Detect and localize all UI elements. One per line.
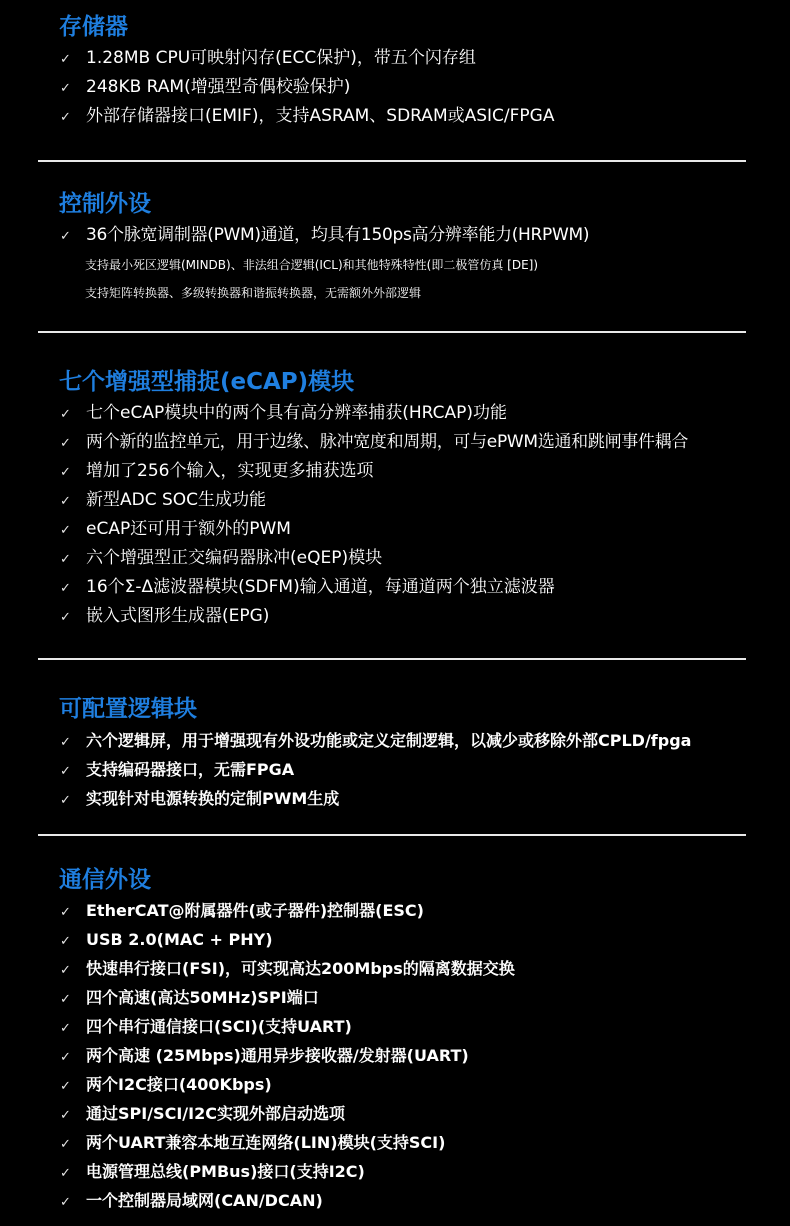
list-item <box>60 73 350 102</box>
check-icon: ✓ <box>60 1050 71 1065</box>
list-item <box>60 896 424 925</box>
check-icon: ✓ <box>60 1108 71 1123</box>
check-icon: ✓ <box>60 523 71 538</box>
item-text: 两个高速 (25Mbps)通用异步接收器/发射器(UART) <box>86 1046 469 1065</box>
item-text: 七个eCAP模块中的两个具有高分辨率捕获(HRCAP)功能 <box>86 403 507 423</box>
check-icon: ✓ <box>60 1079 71 1094</box>
check-icon: ✓ <box>60 494 71 509</box>
item-text: 1.28MB CPU可映射闪存(ECC保护)，带五个闪存组 <box>86 48 476 68</box>
list-item <box>60 925 273 954</box>
item-text: 支持编码器接口，无需FPGA <box>86 760 295 779</box>
list-item <box>60 1099 345 1128</box>
list-item <box>60 1041 469 1070</box>
section-title: 存储器 <box>59 14 128 40</box>
item-text: 嵌入式图形生成器(EPG) <box>86 606 270 626</box>
list-item <box>60 457 373 486</box>
section-divider <box>38 331 746 333</box>
check-icon: ✓ <box>60 1166 71 1181</box>
check-icon: ✓ <box>60 52 71 67</box>
list-item <box>60 573 555 602</box>
list-item <box>60 983 319 1012</box>
item-text: 36个脉宽调制器(PWM)通道，均具有150ps高分辨率能力(HRPWM) <box>86 225 590 245</box>
check-icon: ✓ <box>60 934 71 949</box>
list-item <box>60 1070 272 1099</box>
item-text: 16个Σ-Δ滤波器模块(SDFM)输入通道，每通道两个独立滤波器 <box>86 577 555 597</box>
check-icon: ✓ <box>60 992 71 1007</box>
section-divider <box>38 160 746 162</box>
check-icon: ✓ <box>60 110 71 125</box>
section-title: 七个增强型捕捉(eCAP)模块 <box>59 369 355 395</box>
list-item <box>60 44 476 73</box>
check-icon: ✓ <box>60 552 71 567</box>
section-title: 控制外设 <box>59 191 151 217</box>
list-item <box>60 486 266 515</box>
check-icon: ✓ <box>60 436 71 451</box>
item-text: 外部存储器接口(EMIF)，支持ASRAM、SDRAM或ASIC/FPGA <box>86 106 555 126</box>
list-item <box>60 1157 365 1186</box>
list-item <box>60 515 291 544</box>
section-title: 可配置逻辑块 <box>59 696 197 722</box>
check-icon: ✓ <box>60 1195 71 1210</box>
list-item <box>60 784 339 813</box>
item-text: 新型ADC SOC生成功能 <box>86 490 267 510</box>
item-text: 六个逻辑屏，用于增强现有外设功能或定义定制逻辑，以减少或移除外部CPLD/fpga <box>86 731 692 750</box>
check-icon: ✓ <box>60 229 71 244</box>
item-text: 248KB RAM(增强型奇偶校验保护) <box>86 77 351 97</box>
list-item <box>60 399 507 428</box>
check-icon: ✓ <box>60 1137 71 1152</box>
list-item <box>60 1128 445 1157</box>
check-icon: ✓ <box>60 81 71 96</box>
item-text: 通过SPI/SCI/I2C实现外部启动选项 <box>86 1104 345 1123</box>
section-divider <box>38 834 746 836</box>
check-icon: ✓ <box>60 407 71 422</box>
list-item <box>60 544 382 573</box>
check-icon: ✓ <box>60 963 71 978</box>
section-title: 通信外设 <box>59 867 151 893</box>
list-item <box>60 1186 323 1215</box>
sub-item: 支持最小死区逻辑(MINDB)、非法组合逻辑(ICL)和其他特殊特性(即二极管仿真 [DE]) <box>85 258 539 272</box>
item-text: 快速串行接口(FSI)，可实现高达200Mbps的隔离数据交换 <box>86 959 515 978</box>
item-text: 四个串行通信接口(SCI)(支持UART) <box>86 1017 352 1036</box>
check-icon: ✓ <box>60 764 71 779</box>
item-text: 两个I2C接口(400Kbps) <box>86 1075 272 1094</box>
item-text: 六个增强型正交编码器脉冲(eQEP)模块 <box>86 548 383 568</box>
item-text: 电源管理总线(PMBus)接口(支持I2C) <box>86 1162 365 1181</box>
item-text: EtherCAT@附属器件(或子器件)控制器(ESC) <box>86 901 424 920</box>
list-item <box>60 102 554 131</box>
sub-item: 支持矩阵转换器、多级转换器和谐振转换器，无需额外外部逻辑 <box>85 286 422 300</box>
item-text: 四个高速(高达50MHz)SPI端口 <box>86 988 319 1007</box>
check-icon: ✓ <box>60 610 71 625</box>
list-item <box>60 755 294 784</box>
check-icon: ✓ <box>60 905 71 920</box>
item-text: 实现针对电源转换的定制PWM生成 <box>86 789 340 808</box>
list-item <box>60 221 589 250</box>
item-text: 一个控制器局域网(CAN/DCAN) <box>86 1191 323 1210</box>
item-text: 增加了256个输入，实现更多捕获选项 <box>86 461 374 481</box>
check-icon: ✓ <box>60 1021 71 1036</box>
list-item <box>60 954 515 983</box>
list-item <box>60 428 688 457</box>
section-divider <box>38 658 746 660</box>
list-item <box>60 1012 352 1041</box>
list-item <box>60 602 269 631</box>
list-item <box>60 726 691 755</box>
item-text: USB 2.0(MAC + PHY) <box>86 930 273 949</box>
check-icon: ✓ <box>60 581 71 596</box>
item-text: 两个UART兼容本地互连网络(LIN)模块(支持SCI) <box>86 1133 446 1152</box>
item-text: 两个新的监控单元，用于边缘、脉冲宽度和周期，可与ePWM选通和跳闸事件耦合 <box>86 432 689 452</box>
check-icon: ✓ <box>60 735 71 750</box>
item-text: eCAP还可用于额外的PWM <box>86 519 291 539</box>
check-icon: ✓ <box>60 465 71 480</box>
check-icon: ✓ <box>60 793 71 808</box>
